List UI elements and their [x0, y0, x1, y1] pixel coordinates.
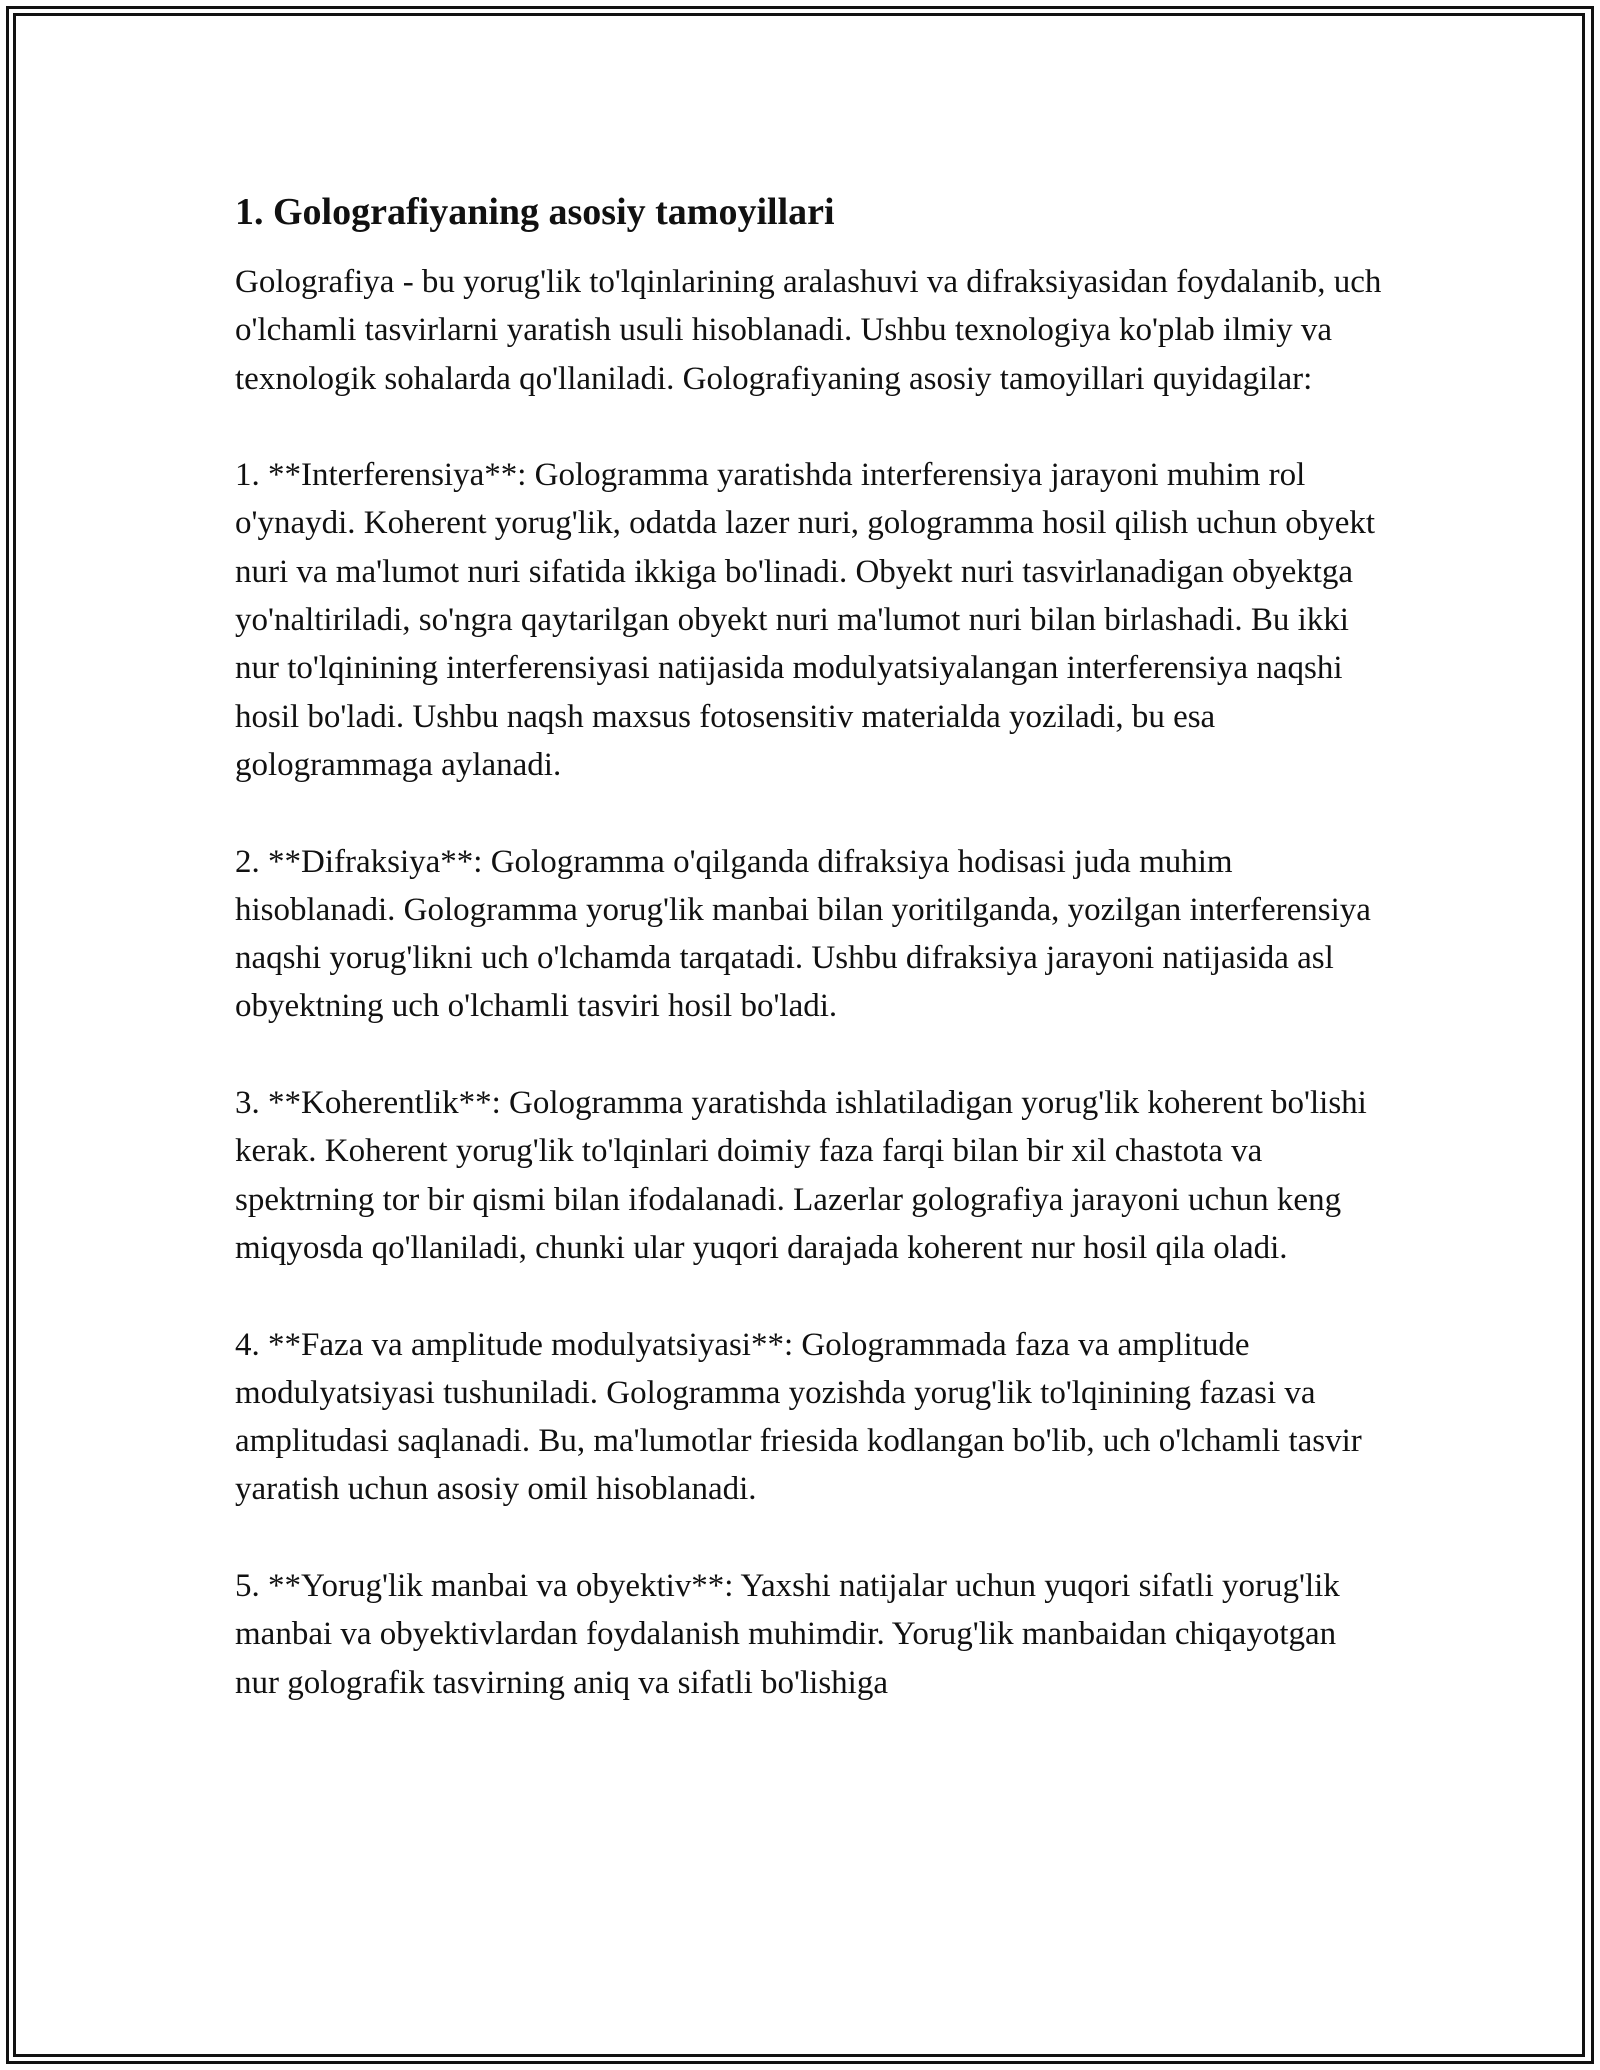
document-body — [235, 186, 1390, 1755]
page-title: 1. Golografiyaning asosiy tamoyillari — [235, 191, 835, 233]
interference-paragraph: 1. **Interferensiya**: Gologramma yaratishda interferensiya jarayoni muhim rol o'ynaydi. Koherent yorug'lik, odatda lazer nuri, gologramma hosil qilish uchun obyekt nuri va ma'lumot nuri sifatida ikkiga bo'linadi. Obyekt nuri tasvirlanadigan obyektga yo'naltiriladi, so'ngra qaytarilgan obyekt nuri ma'lumot nuri bilan birlashadi. Bu ikki nur to'lqinining interferensiyasi natijasida modulyatsiyalangan interferensiya naqshi hosil bo'ladi. Ushbu naqsh maxsus fotosensitiv materialda yoziladi, bu esa gologrammaga aylanadi. — [235, 457, 1384, 783]
light-source-paragraph: 5. **Yorug'lik manbai va obyektiv**: Yaxshi natijalar uchun yuqori sifatli yorug'lik manbai va obyektivlardan foydalanish muhimdir. Yorug'lik manbaidan chiqayotgan nur golografik tasvirning aniq va sifatli bo'lishiga — [235, 1568, 1349, 1701]
phase-amplitude-paragraph: 4. **Faza va amplitude modulyatsiyasi**: Gologrammada faza va amplitude modulyatsiyasi tushuniladi. Gologramma yozishda yorug'lik to'lqinining fazasi va amplitudasi saqlanadi. Bu, ma'lumotlar friesida kodlangan bo'lib, uch o'lchamli tasvir yaratish uchun asosiy omil hisoblanadi. — [235, 1326, 1371, 1508]
coherence-paragraph: 3. **Koherentlik**: Gologramma yaratishda ishlatiladigan yorug'lik koherent bo'lishi kerak. Koherent yorug'lik to'lqinlari doimiy faza farqi bilan bir xil chastota va spektrning tor bir qismi bilan ifodalanadi. Lazerlar golografiya jarayoni uchun keng miqyosda qo'llaniladi, chunki ular yuqori darajada koherent nur hosil qila oladi. — [235, 1085, 1376, 1266]
intro-paragraph: Golografiya - bu yorug'lik to'lqinlarining aralashuvi va difraksiyasidan foydalanib, uch o'lchamli tasvirlarni yaratish usuli hisoblanadi. Ushbu texnologiya ko'plab ilmiy va texnologik sohalarda qo'llaniladi. Golografiyaning asosiy tamoyillari quyidagilar: — [235, 264, 1390, 397]
diffraction-paragraph: 2. **Difraksiya**: Gologramma o'qilganda difraksiya hodisasi juda muhim hisoblanadi. Gologramma yorug'lik manbai bilan yoritilganda, yozilgan interferensiya naqshi yorug'likni uch o'lchamda tarqatadi. Ushbu difraksiya jarayoni natijasida asl obyektning uch o'lchamli tasviri hosil bo'ladi. — [235, 843, 1380, 1025]
